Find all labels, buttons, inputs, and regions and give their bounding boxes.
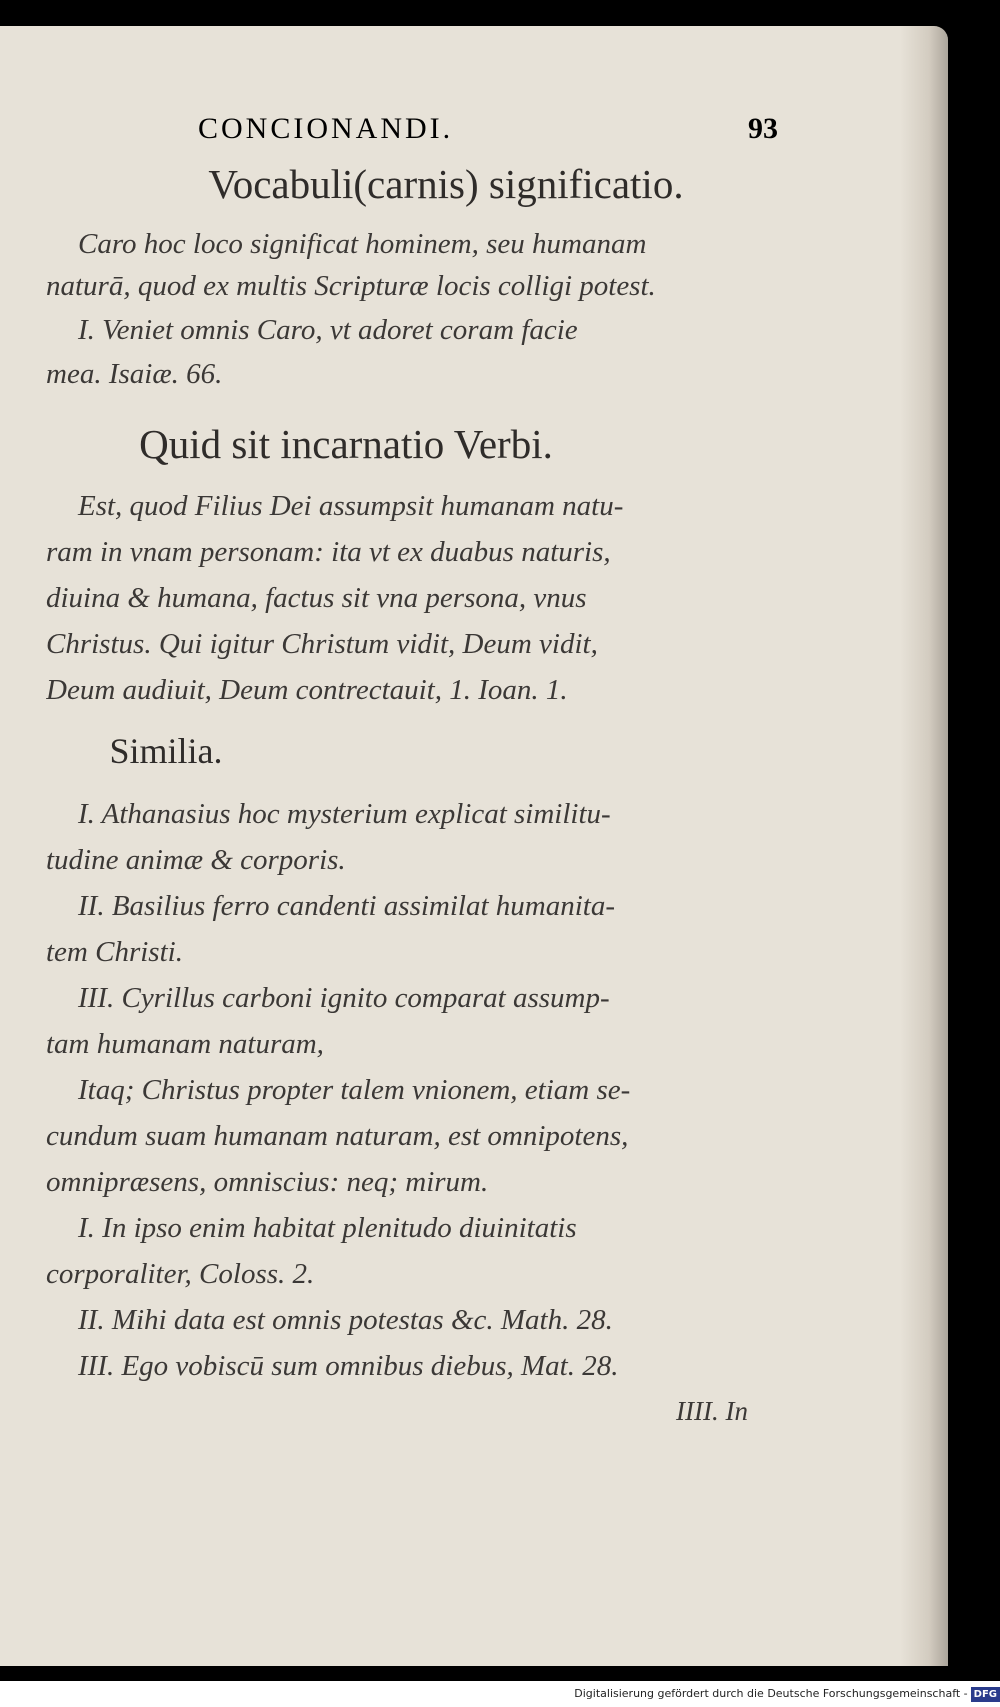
text-line: III. Cyrillus carboni ignito comparat assump- (78, 982, 610, 1014)
running-header (198, 112, 778, 146)
section-heading-incarnatio: Quid sit incarnatio Verbi. (139, 421, 553, 467)
catchword: IIII. In (676, 1396, 748, 1426)
text-line: Est, quod Filius Dei assumpsit humanam natu- (78, 490, 624, 522)
section-heading-carnis: Vocabuli(carnis) significatio. (208, 161, 684, 207)
text-line: naturā, quod ex multis Scripturæ locis colligi potest. (46, 270, 656, 302)
text-line: I. Veniet omnis Caro, vt adoret coram facie (78, 314, 578, 346)
text-line: diuina & humana, factus sit vna persona, vnus (46, 582, 587, 614)
text-line: tem Christi. (46, 936, 183, 968)
text-line: II. Mihi data est omnis potestas &c. Math. 28. (78, 1304, 613, 1336)
text-line: I. In ipso enim habitat plenitudo diuinitatis (78, 1212, 577, 1244)
section-heading-similia: Similia. (109, 731, 223, 771)
text-line: III. Ego vobiscū sum omnibus diebus, Mat. 28. (78, 1350, 619, 1382)
running-title: CONCIONANDI. (198, 112, 454, 145)
text-line: Deum audiuit, Deum contrectauit, 1. Ioan. 1. (46, 674, 568, 706)
dfg-logo: DFG (971, 1687, 1000, 1702)
text-line: tam humanam naturam, (46, 1028, 324, 1060)
digitization-footer (0, 1681, 1000, 1707)
text-line: corporaliter, Coloss. 2. (46, 1258, 315, 1290)
page-edge-shadow (900, 26, 948, 1666)
footer-text: Digitalisierung gefördert durch die Deutsche Forschungsgemeinschaft - (574, 1687, 968, 1700)
page-number: 93 (748, 112, 778, 145)
text-line: tudine animæ & corporis. (46, 844, 346, 876)
text-line: Caro hoc loco significat hominem, seu humanam (78, 228, 647, 260)
text-line: Christus. Qui igitur Christum vidit, Deum vidit, (46, 628, 598, 660)
text-line: mea. Isaiæ. 66. (46, 358, 223, 390)
text-line: ram in vnam personam: ita vt ex duabus naturis, (46, 536, 611, 568)
text-line: II. Basilius ferro candenti assimilat humanita- (78, 890, 616, 922)
text-line: omnipræsens, omniscius: neq; mirum. (46, 1166, 489, 1198)
text-line: cundum suam humanam naturam, est omnipotens, (46, 1120, 629, 1152)
text-line: Itaq; Christus propter talem vnionem, etiam se- (78, 1074, 631, 1106)
text-line: I. Athanasius hoc mysterium explicat similitu- (78, 798, 611, 830)
